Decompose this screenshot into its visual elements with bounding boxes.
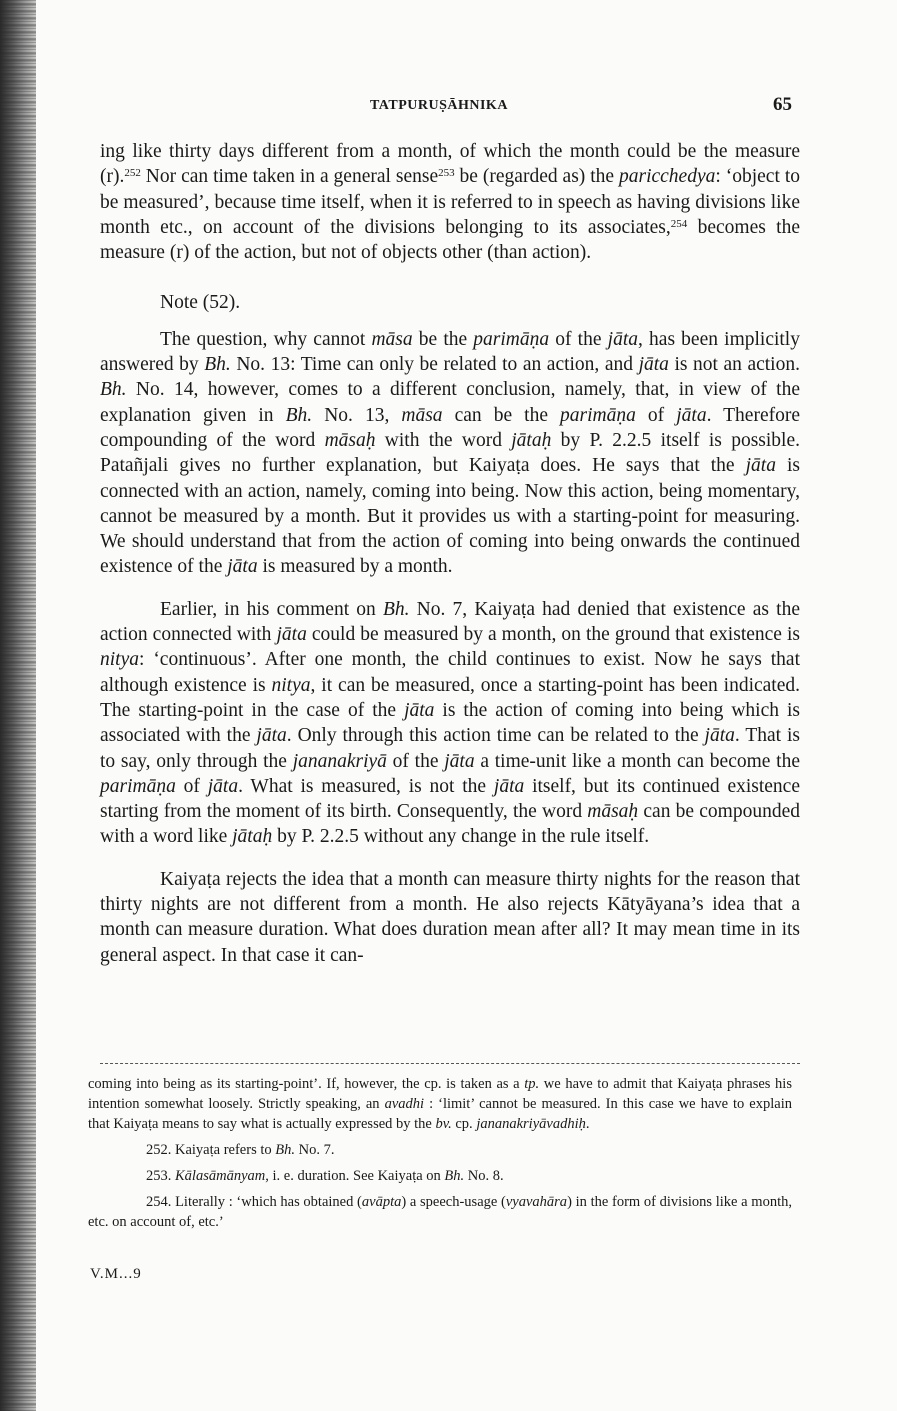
text-run: becomes the measure (r) of the action, but not of objects other (than action). bbox=[100, 216, 801, 264]
text-run: with the word bbox=[375, 429, 512, 451]
term: tp. bbox=[524, 1076, 540, 1092]
text-run: Earlier, in his comment on bbox=[160, 598, 383, 620]
text-run: of bbox=[635, 404, 677, 426]
text-run: be the bbox=[412, 328, 474, 350]
text-run: No. 7. bbox=[294, 1142, 335, 1158]
footnote-254 bbox=[88, 1192, 792, 1232]
term: Kālasāmānyam bbox=[175, 1168, 266, 1184]
text-run: of the bbox=[386, 750, 445, 772]
term: bv. bbox=[435, 1116, 452, 1132]
text-run: cp. bbox=[451, 1116, 477, 1132]
text-run: itself, but its continued existence starting from the moment of its birth. Consequently, the word bbox=[100, 775, 800, 823]
text-run: coming into being as its starting-point’. If, however, the cp. is taken as a bbox=[88, 1076, 525, 1092]
term: Bh. bbox=[100, 379, 127, 401]
text-run: is not an action. bbox=[668, 354, 800, 376]
term: jāta bbox=[638, 354, 669, 376]
text-run: we have to admit that Kaiyaṭa phrases his intention somewhat loosely. Strictly speaking, an bbox=[88, 1076, 792, 1112]
term: jāta bbox=[704, 725, 735, 747]
text-run: The question, why cannot bbox=[160, 328, 372, 350]
term: jāta bbox=[444, 750, 475, 772]
text-run: : ‘object to be measured’, because time itself, when it is referred to in speech as having divisions like month etc., on account of the divisions belonging to its associates, bbox=[100, 166, 800, 238]
term: jātaḥ bbox=[511, 429, 552, 451]
text-run: . That is to say, only through the bbox=[100, 725, 801, 772]
text-run: Kaiyaṭa refers to bbox=[171, 1142, 276, 1158]
term: nitya bbox=[100, 649, 139, 671]
text-run: No. 14, however, comes to a different conclusion, namely, that, in view of the explanation given in bbox=[100, 379, 800, 426]
term: māsaḥ bbox=[587, 801, 639, 823]
text-run: . Therefore compounding of the word bbox=[100, 404, 801, 451]
footnote-number: 252. bbox=[146, 1142, 172, 1158]
term: Bh. bbox=[204, 354, 231, 376]
term: jāta bbox=[207, 775, 239, 797]
term: jāta bbox=[493, 775, 525, 797]
term: jāta bbox=[276, 624, 307, 646]
text-run: . What is measured, is not the bbox=[238, 775, 494, 797]
text-run: ing like thirty days different from a month, of which the month could be the measure (r). bbox=[100, 141, 800, 188]
term: jāta bbox=[404, 699, 435, 721]
main-text bbox=[100, 139, 800, 968]
footnote-253 bbox=[88, 1166, 792, 1186]
term: paricchedya bbox=[618, 166, 716, 188]
text-run: , it can be measured, once a starting-point has been indicated. The starting-point in the case of the bbox=[100, 674, 801, 721]
term: parimāṇa bbox=[473, 328, 550, 350]
term: jāta bbox=[676, 404, 707, 426]
signature-mark: V.M...9 bbox=[90, 1266, 142, 1282]
footnote-number: 254. bbox=[146, 1194, 172, 1210]
page-header bbox=[100, 94, 800, 118]
text-run: by P. 2.2.5 without any change in the rule itself. bbox=[272, 826, 650, 848]
term: jāta bbox=[256, 725, 287, 747]
footnote-252 bbox=[88, 1140, 792, 1160]
footnote-ref: 252 bbox=[124, 167, 141, 180]
term: vyavahāra bbox=[505, 1194, 568, 1210]
binding-gutter bbox=[0, 0, 36, 1411]
term: parimāṇa bbox=[100, 775, 176, 797]
footnote-divider bbox=[100, 1063, 800, 1064]
text-run: , i. e. duration. See Kaiyaṭa on bbox=[265, 1168, 445, 1184]
term: jananakriyāvadhiḥ bbox=[476, 1116, 586, 1132]
paragraph bbox=[100, 327, 800, 580]
term: jāta bbox=[227, 556, 258, 578]
footnote-ref: 253 bbox=[438, 167, 455, 180]
term: Bh. bbox=[444, 1168, 465, 1184]
term: jananakriyā bbox=[292, 750, 387, 772]
term: Bh. bbox=[382, 598, 410, 620]
text-run: . Only through this action time can be related to the bbox=[286, 725, 705, 747]
text-run: is the action of coming into being which is associated with the bbox=[100, 699, 801, 747]
running-head: TATPURUṢĀHNIKA bbox=[370, 98, 508, 113]
footnote-ref: 254 bbox=[670, 217, 688, 230]
text-run: No. 8. bbox=[464, 1168, 504, 1184]
text-run: : ‘limit’ cannot be measured. In this case we have to explain that Kaiyaṭa means to say what is actually expressed by the bbox=[88, 1096, 792, 1132]
paragraph-continuation bbox=[100, 139, 800, 265]
term: avāpta bbox=[361, 1194, 402, 1210]
text-run: can be compounded with a word like bbox=[100, 801, 800, 848]
text-run: can be the bbox=[442, 404, 561, 426]
text-run: Kaiyaṭa rejects the idea that a month can measure thirty nights for the reason that thirty nights are not different from a month. He also rejects Kātyāyana’s idea that a month can measure duration. What does duration mean after all? It may mean time in its general aspect. In that case it can- bbox=[100, 868, 800, 966]
text-run: Literally : ‘which has obtained ( bbox=[171, 1194, 362, 1210]
term: parimāṇa bbox=[560, 404, 636, 426]
text-run: a time-unit like a month can become the bbox=[474, 750, 800, 772]
term: avadhi bbox=[384, 1096, 425, 1112]
term: jātaḥ bbox=[232, 826, 273, 848]
text-run: of the bbox=[549, 328, 608, 350]
note-heading: Note (52). bbox=[160, 292, 241, 314]
text-run: could be measured by a month, on the ground that existence is bbox=[306, 624, 800, 646]
term: māsa bbox=[371, 328, 413, 350]
text-run: No. 7, Kaiyaṭa had denied that existence as the action connected with bbox=[100, 598, 800, 646]
paragraph bbox=[100, 597, 800, 850]
text-run: be (regarded as) the bbox=[454, 166, 619, 188]
term: jāta bbox=[607, 328, 639, 350]
text-run: ) a speech-usage ( bbox=[401, 1194, 506, 1210]
footnote-continuation bbox=[88, 1074, 792, 1134]
text-run: is measured by a month. bbox=[257, 556, 453, 578]
text-run: of bbox=[175, 775, 208, 797]
term: Bh. bbox=[285, 404, 313, 426]
term: māsaḥ bbox=[324, 429, 376, 451]
text-run: . bbox=[585, 1116, 590, 1132]
text-run: Nor can time taken in a general sense bbox=[140, 166, 439, 188]
text-run: No. 13: Time can only be related to an action, and bbox=[230, 354, 639, 376]
text-run: No. 13, bbox=[312, 404, 402, 426]
text-run: : ‘continuous’. After one month, the child continues to exist. Now he says that although existence is bbox=[100, 649, 800, 696]
page-number: 65 bbox=[773, 94, 792, 115]
footnote-number: 253. bbox=[146, 1168, 172, 1184]
text-run: , has been implicitly answered by bbox=[100, 328, 800, 376]
text-run: ) in the form of divisions like a month, etc. on account of, etc.’ bbox=[88, 1194, 792, 1230]
text-run: is connected with an action, namely, coming into being. Now this action, being momentary, cannot be measured by a month. But it provides us with a starting-point for measuring. We should understand that from the action of coming into being onwards the continued existence of the bbox=[100, 455, 800, 578]
term: Bh. bbox=[275, 1142, 295, 1158]
footnotes bbox=[88, 1074, 792, 1232]
text-run: by P. 2.2.5 itself is possible. Patañjali gives no further explanation, but Kaiyaṭa does. He says that the bbox=[100, 429, 800, 477]
term: jāta bbox=[745, 455, 776, 477]
paragraph bbox=[100, 867, 800, 968]
term: nitya bbox=[271, 674, 311, 696]
term: māsa bbox=[401, 404, 443, 426]
